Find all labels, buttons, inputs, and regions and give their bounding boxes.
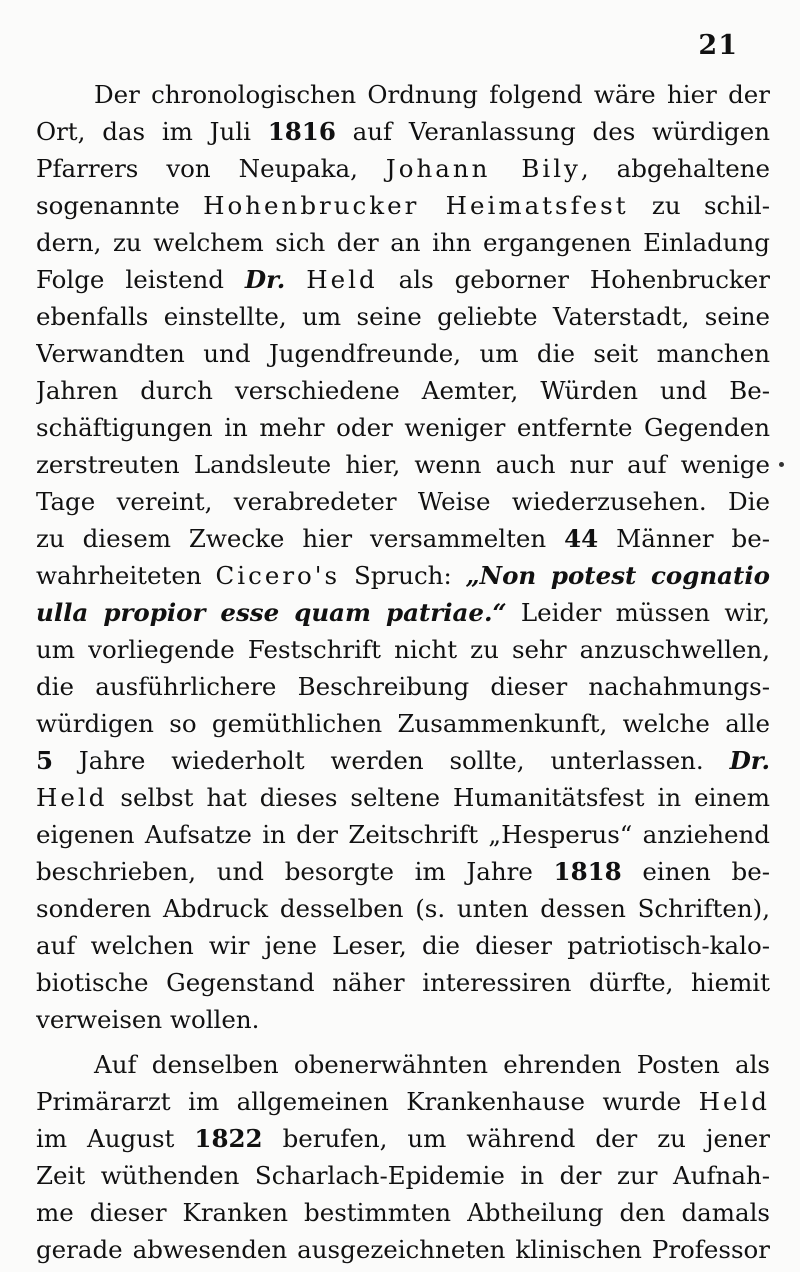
text-run: sonderen Abdruck desselben (s. unten dessen Schriften), xyxy=(36,894,770,923)
text-line xyxy=(36,631,770,668)
text-run: biotische Gegenstand näher interessiren dürfte, hiemit xyxy=(36,968,770,997)
text-run: Ort, das im Juli xyxy=(36,117,268,146)
text-line xyxy=(36,853,770,890)
text-line xyxy=(36,224,770,261)
year-1818: 1818 xyxy=(553,857,622,886)
text-line xyxy=(36,150,770,187)
text-run: Spruch: xyxy=(340,561,466,590)
text-run: zerstreuten Landsleute hier, wenn auch nur auf wenige xyxy=(36,450,770,479)
text-run xyxy=(285,265,306,294)
text-line xyxy=(36,779,770,816)
margin-speck xyxy=(779,462,784,467)
text-run: einen be- xyxy=(621,857,770,886)
text-run: Zeit wüthenden Scharlach-Epidemie in der zur Aufnah- xyxy=(36,1161,770,1190)
text-line xyxy=(36,557,770,594)
text-run: Leider müssen wir, xyxy=(506,598,770,627)
title-dr: Dr. xyxy=(244,265,286,294)
text-line xyxy=(36,964,770,1001)
text-line xyxy=(36,1083,770,1120)
text-line xyxy=(36,298,770,335)
text-run: Jahre wiederholt werden sollte, unterlassen. xyxy=(53,746,730,775)
text-line xyxy=(36,409,770,446)
text-line xyxy=(36,1157,770,1194)
text-line xyxy=(36,76,770,113)
paragraph-1 xyxy=(36,76,770,1038)
text-line xyxy=(36,668,770,705)
text-run: me dieser Kranken bestimmten Abtheilung den damals xyxy=(36,1198,770,1227)
text-line xyxy=(36,1231,770,1268)
text-run: sogenannte xyxy=(36,191,204,220)
name-held: Held xyxy=(306,265,378,294)
text-run: eigenen Aufsatze in der Zeitschrift „Hesperus“ anziehend xyxy=(36,820,770,849)
text-line xyxy=(36,483,770,520)
text-line xyxy=(36,1046,770,1083)
text-run: Männer be- xyxy=(598,524,770,553)
text-run: dern, zu welchem sich der an ihn ergangenen Einladung xyxy=(36,228,770,257)
year-1822: 1822 xyxy=(194,1124,263,1153)
text-run: , abgehaltene xyxy=(580,154,770,183)
text-run: Folge leistend xyxy=(36,265,245,294)
text-line xyxy=(36,890,770,927)
text-line xyxy=(36,816,770,853)
text-line xyxy=(36,261,770,298)
latin-quote: „Non potest cognatio xyxy=(465,561,770,590)
text-run: wahrheiteten xyxy=(36,561,216,590)
text-run: Tage vereint, verabredeter Weise wiederzusehen. Die xyxy=(36,487,770,516)
body-text xyxy=(36,76,770,1268)
year-1816: 1816 xyxy=(267,117,336,146)
name-held: Held xyxy=(36,783,108,812)
text-run: Primärarzt im allgemeinen Krankenhause wurde xyxy=(36,1087,699,1116)
text-run: würdigen so gemüthlichen Zusammenkunft, welche alle xyxy=(36,709,770,738)
text-run: Verwandten und Jugendfreunde, um die seit manchen xyxy=(36,339,770,368)
title-dr: Dr. xyxy=(729,746,770,775)
text-run: verweisen wollen. xyxy=(36,1005,260,1034)
number-44: 44 xyxy=(564,524,599,553)
text-run: berufen, um während der zu jener xyxy=(262,1124,770,1153)
text-run: schäftigungen in mehr oder weniger entfernte Gegenden xyxy=(36,413,770,442)
paragraph-2 xyxy=(36,1046,770,1268)
text-run: die ausführlichere Beschreibung dieser nachahmungs- xyxy=(36,672,770,701)
text-line xyxy=(36,113,770,150)
text-run: ebenfalls einstellte, um seine geliebte Vaterstadt, seine xyxy=(36,302,770,331)
text-run: auf welchen wir jene Leser, die dieser patriotisch-kalo- xyxy=(36,931,770,960)
text-run: Auf denselben obenerwähnten ehrenden Posten als xyxy=(94,1050,770,1079)
text-line xyxy=(36,187,770,224)
text-run: um vorliegende Festschrift nicht zu sehr anzuschwellen, xyxy=(36,635,770,664)
text-run: zu diesem Zwecke hier versammelten xyxy=(36,524,565,553)
text-line xyxy=(36,446,770,483)
name-held: Held xyxy=(698,1087,770,1116)
text-run: Pfarrers von Neupaka, xyxy=(36,154,386,183)
text-run: beschrieben, und besorgte im Jahre xyxy=(36,857,554,886)
text-line xyxy=(36,335,770,372)
text-run: selbst hat dieses seltene Humanitätsfest in einem xyxy=(107,783,770,812)
text-line xyxy=(36,742,770,779)
text-line xyxy=(36,594,770,631)
text-line xyxy=(36,1120,770,1157)
text-run: als geborner Hohenbrucker xyxy=(377,265,770,294)
text-run: gerade abwesenden ausgezeichneten klinischen Professor xyxy=(36,1235,770,1264)
page-number: 21 xyxy=(698,30,738,61)
text-line xyxy=(36,705,770,742)
text-line xyxy=(36,372,770,409)
name-cicero: Cicero's xyxy=(215,561,341,590)
text-line xyxy=(36,1194,770,1231)
number-5: 5 xyxy=(36,746,54,775)
text-line xyxy=(36,520,770,557)
text-run: im August xyxy=(36,1124,195,1153)
name-heimatsfest: Hohenbrucker Heimatsfest xyxy=(203,191,629,220)
text-line xyxy=(36,927,770,964)
latin-quote: ulla propior esse quam patriae.“ xyxy=(36,598,507,627)
text-run: Jahren durch verschiedene Aemter, Würden und Be- xyxy=(36,376,770,405)
text-run: Der chronologischen Ordnung folgend wäre hier der xyxy=(94,80,770,109)
name-johann-bily: Johann Bily xyxy=(385,154,581,183)
text-line xyxy=(36,1001,770,1038)
text-run: auf Veranlassung des würdigen xyxy=(335,117,770,146)
text-run: zu schil- xyxy=(628,191,770,220)
